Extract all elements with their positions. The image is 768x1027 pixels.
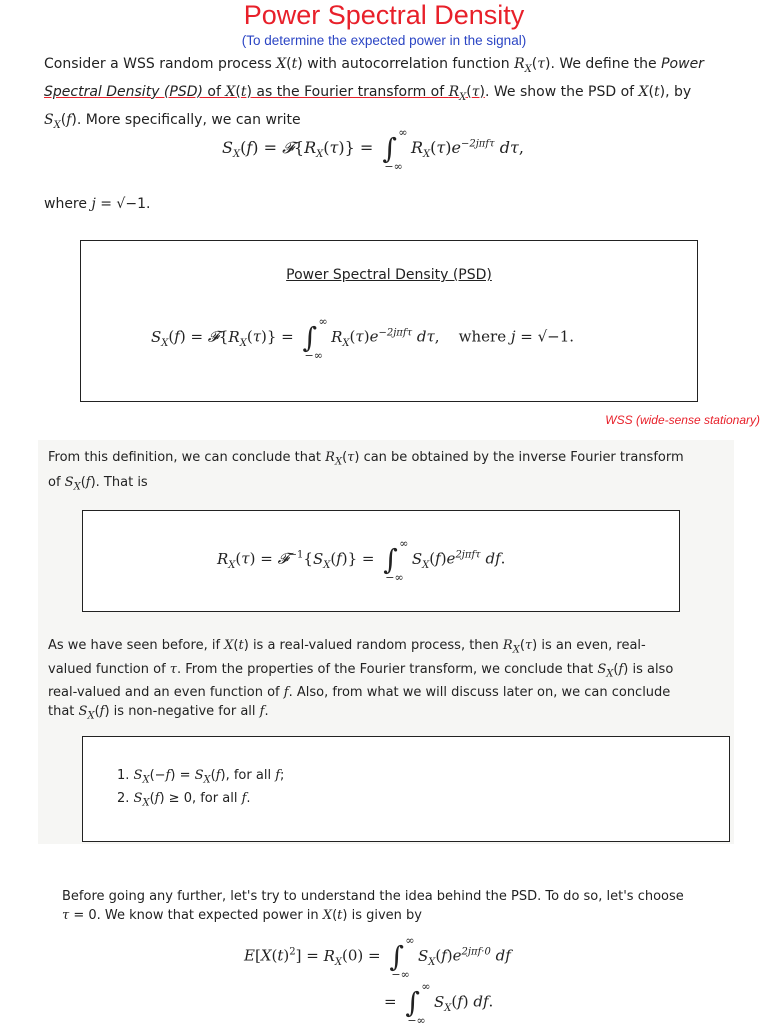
excerpt-panel <box>38 440 734 844</box>
psd-box-heading: Power Spectral Density (PSD) <box>286 267 492 283</box>
intro-line-3: $S_X(f)$. More specifically, we can write <box>44 111 301 131</box>
psd-definition-box <box>80 240 698 402</box>
intro-paragraph <box>44 53 744 136</box>
psd-box-equation: $S_X(f)$ = $𝓕\{R_X(\tau)\}$ = ∫ ∞ −∞ $R_X(\tau)e^{-2j\pi f\tau}$ dτ, where j = √−1. <box>151 315 575 362</box>
intro-line-1: Consider a WSS random process X(t) with autocorrelation function $R_X(\tau)$. We define the Power <box>44 56 704 75</box>
page-subtitle: (To determine the expected power in the signal) <box>241 33 527 48</box>
page-title: Power Spectral Density <box>243 0 525 30</box>
inverse-transform-box <box>82 510 680 612</box>
properties-list <box>117 767 284 812</box>
where-j-line: where j = √−1. <box>44 196 151 212</box>
power-paragraph <box>62 887 742 925</box>
expected-power-equation-line-2: = ∫ ∞ −∞ $S_X(f)$ df. <box>384 980 494 1027</box>
properties-line-2: valued function of τ. From the properties of the Fourier transform, we conclude that $S_X(f)$ is also <box>48 661 674 680</box>
properties-line-4: that $S_X(f)$ is non-negative for all f. <box>48 704 269 722</box>
inverse-transform-equation: $R_X(\tau)$ = $𝓕^{-1}\{S_X(f)\}$ = ∫ ∞ −∞ $S_X(f)e^{2j\pi f\tau}$ df. <box>217 537 506 584</box>
inverse-paragraph <box>48 448 728 497</box>
properties-line-3: real-valued and an even function of f. Also, from what we will discuss later on, we can conclude <box>48 685 671 701</box>
psd-definition-equation: $S_X(f)$ = $𝓕\{R_X(\tau)\}$ = ∫ ∞ −∞ $R_X(\tau)e^{-2j\pi f\tau}$ dτ, <box>222 126 524 173</box>
wss-side-note: WSS (wide-sense stationary) <box>605 413 760 427</box>
expected-power-equation: $E[X(t)^2] = R_X(0)$ = ∫ ∞ −∞ $S_X(f)e^{2j\pi f\cdot 0}$ df <box>244 934 511 981</box>
power-line-1: Before going any further, let's try to understand the idea behind the PSD. To do so, let's choose <box>62 889 684 904</box>
inverse-line-1: From this definition, we can conclude that $R_X(\tau)$ can be obtained by the inverse Fourier transform <box>48 450 684 468</box>
power-line-2: τ = 0. We know that expected power in X(t) is given by <box>62 908 422 923</box>
inverse-line-2: of $S_X(f)$. That is <box>48 474 148 493</box>
properties-line-1: As we have seen before, if X(t) is a real-valued random process, then $R_X(\tau)$ is an even, real- <box>48 638 646 656</box>
property-item-2: 2. $S_X(f) \ge 0$, for all f. <box>117 790 251 809</box>
properties-box <box>82 736 730 842</box>
property-item-1: 1. $S_X(-f) = S_X(f)$, for all f; <box>117 768 285 786</box>
properties-paragraph <box>48 636 732 726</box>
intro-line-2: Spectral Density (PSD) of X(t) as the Fourier transform of $R_X(\tau)$. We show the PSD of X(t), by <box>44 83 692 103</box>
